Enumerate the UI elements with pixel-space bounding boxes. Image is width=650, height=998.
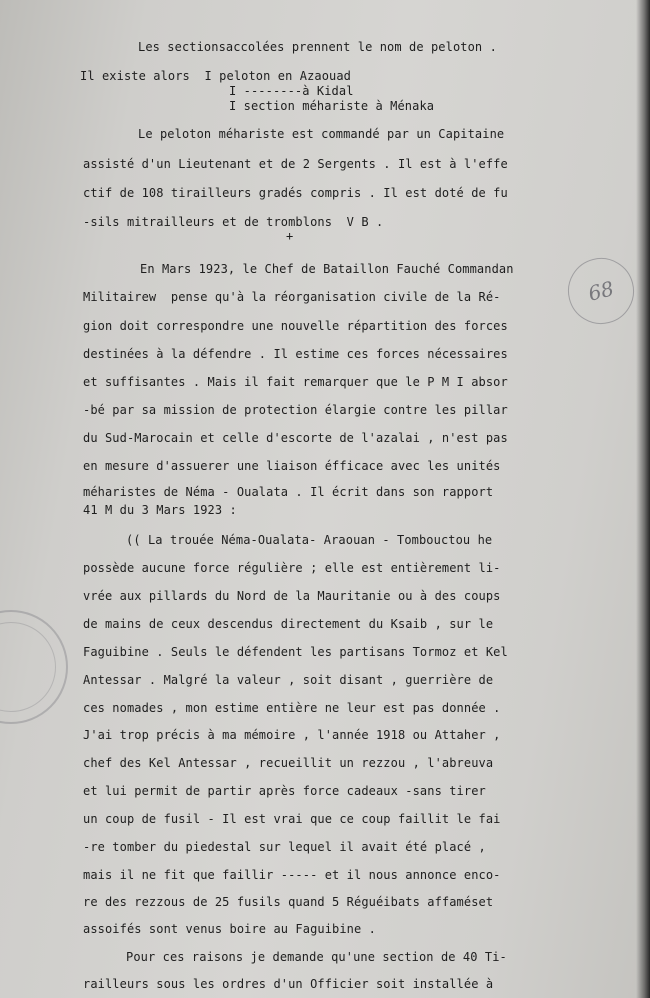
text-line: du Sud-Marocain et celle d'escorte de l'azalai , n'est pas bbox=[83, 431, 508, 445]
text-line: Militairew pense qu'à la réorganisation civile de la Ré- bbox=[83, 290, 501, 304]
text-line: re des rezzous de 25 fusils quand 5 Réguéibats affaméset bbox=[83, 895, 494, 909]
text-line: -re tomber du piedestal sur lequel il avait été placé , bbox=[83, 840, 486, 854]
text-line: et suffisantes . Mais il fait remarquer que le P M I absor bbox=[83, 375, 508, 389]
page-edge-shadow bbox=[636, 0, 650, 998]
text-line: En Mars 1923, le Chef de Bataillon Fauché Commandan bbox=[140, 262, 514, 276]
text-line: -sils mitrailleurs et de tromblons V B . bbox=[83, 215, 384, 229]
text-line: et lui permit de partir après force cadeaux -sans tirer bbox=[83, 784, 486, 798]
text-line: en mesure d'assuerer une liaison éfficace avec les unités bbox=[83, 459, 501, 473]
text-line: un coup de fusil - Il est vrai que ce coup faillit le fai bbox=[83, 812, 501, 826]
ink-stamp-mark bbox=[0, 610, 68, 724]
text-line: J'ai trop précis à ma mémoire , l'année 1918 ou Attaher , bbox=[83, 728, 501, 742]
text-line: + bbox=[286, 229, 294, 243]
text-line: (( La trouée Néma-Oualata- Araouan - Tombouctou he bbox=[126, 533, 493, 547]
text-line: Faguibine . Seuls le défendent les partisans Tormoz et Kel bbox=[83, 645, 508, 659]
text-line: méharistes de Néma - Oualata . Il écrit dans son rapport bbox=[83, 485, 494, 499]
text-line: -bé par sa mission de protection élargie contre les pillar bbox=[83, 403, 508, 417]
text-line: Pour ces raisons je demande qu'une section de 40 Ti- bbox=[126, 950, 507, 964]
text-line: I --------à Kidal bbox=[229, 84, 354, 98]
text-line: Le peloton méhariste est commandé par un Capitaine bbox=[138, 127, 505, 141]
text-line: 41 M du 3 Mars 1923 : bbox=[83, 503, 237, 517]
text-line: vrée aux pillards du Nord de la Mauritanie ou à des coups bbox=[83, 589, 501, 603]
text-line: de mains de ceux descendus directement du Ksaib , sur le bbox=[83, 617, 494, 631]
handwritten-page-number: 68 bbox=[561, 251, 641, 331]
text-line: possède aucune force régulière ; elle est entièrement li- bbox=[83, 561, 501, 575]
text-line: chef des Kel Antessar , recueillit un rezzou , l'abreuva bbox=[83, 756, 494, 770]
text-line: ces nomades , mon estime entière ne leur est pas donnée . bbox=[83, 701, 501, 715]
text-line: I section méhariste à Ménaka bbox=[229, 99, 435, 113]
text-line: railleurs sous les ordres d'un Officier soit installée à bbox=[83, 977, 494, 991]
text-line: Il existe alors I peloton en Azaouad bbox=[80, 69, 352, 83]
text-line: mais il ne fit que faillir ----- et il nous annonce enco- bbox=[83, 868, 501, 882]
text-line: ctif de 108 tirailleurs gradés compris . Il est doté de fu bbox=[83, 186, 508, 200]
text-line: assoifés sont venus boire au Faguibine . bbox=[83, 922, 376, 936]
text-line: assisté d'un Lieutenant et de 2 Sergents . Il est à l'effe bbox=[83, 157, 508, 171]
text-line: Antessar . Malgré la valeur , soit disant , guerrière de bbox=[83, 673, 494, 687]
text-line: gion doit correspondre une nouvelle répartition des forces bbox=[83, 319, 508, 333]
text-line: Les sectionsaccolées prennent le nom de peloton . bbox=[138, 40, 497, 54]
text-line: destinées à la défendre . Il estime ces forces nécessaires bbox=[83, 347, 508, 361]
